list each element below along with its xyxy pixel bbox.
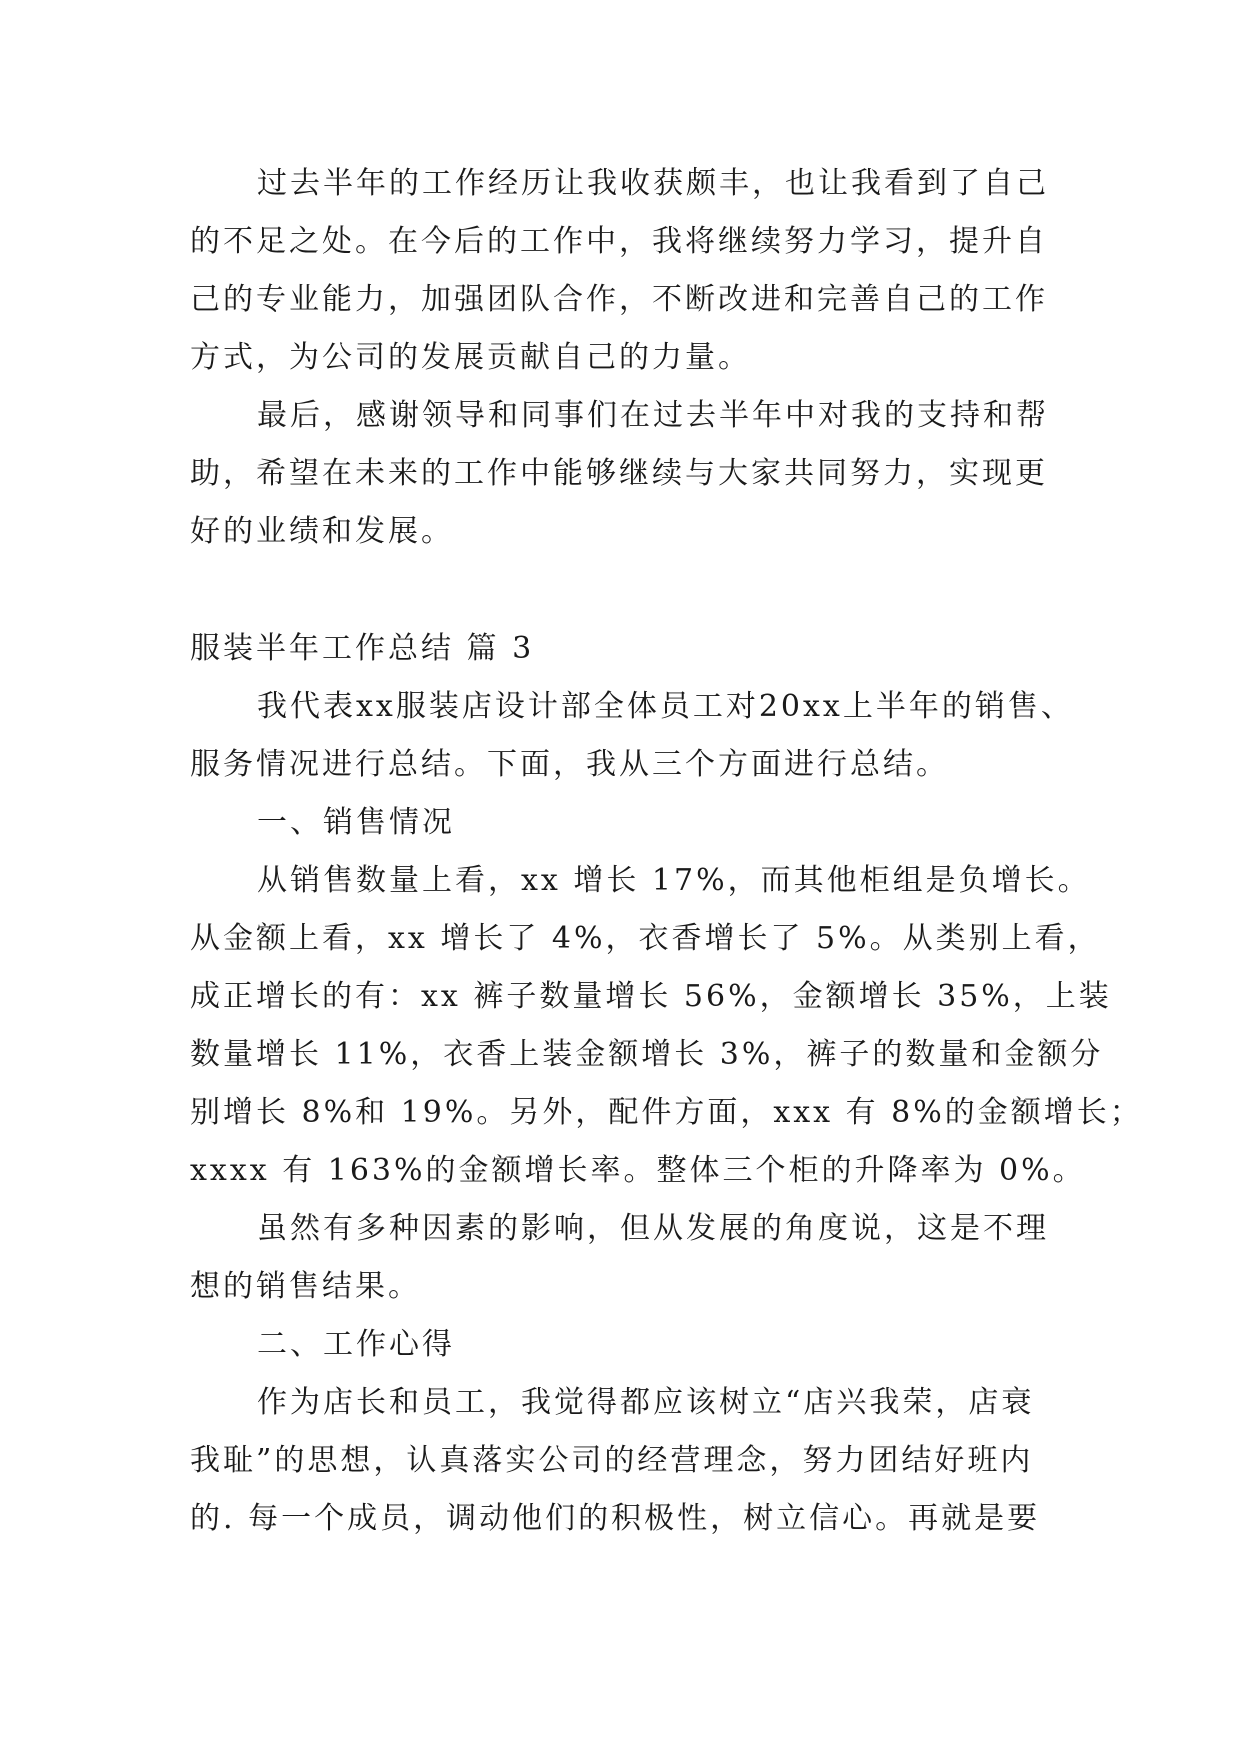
paragraph-line: 我代表xx服装店设计部全体员工对20xx上半年的销售、 <box>257 689 1074 724</box>
paragraph-line: 助，希望在未来的工作中能够继续与大家共同努力，实现更 <box>190 456 1048 491</box>
paragraph-line: 从销售数量上看，xx 增长 17%，而其他柜组是负增长。 <box>257 863 1091 898</box>
section-heading: 服装半年工作总结 篇 3 <box>190 631 535 666</box>
paragraph-line: xxxx 有 163%的金额增长率。整体三个柜的升降率为 0%。 <box>190 1153 1086 1188</box>
paragraph-line: 虽然有多种因素的影响，但从发展的角度说，这是不理 <box>257 1211 1049 1246</box>
paragraph-line: 己的专业能力，加强团队合作，不断改进和完善自己的工作 <box>190 282 1048 317</box>
paragraph-line: 服务情况进行总结。下面，我从三个方面进行总结。 <box>190 747 949 782</box>
paragraph-line: 最后，感谢领导和同事们在过去半年中对我的支持和帮 <box>257 398 1049 433</box>
paragraph-line: 的. 每一个成员，调动他们的积极性，树立信心。再就是要 <box>190 1501 1041 1536</box>
paragraph-line: 从金额上看，xx 增长了 4%，衣香增长了 5%。从类别上看， <box>190 921 1101 956</box>
paragraph-line: 想的销售结果。 <box>190 1269 421 1304</box>
paragraph-line: 的不足之处。在今后的工作中，我将继续努力学习，提升自 <box>190 224 1048 259</box>
paragraph-line: 好的业绩和发展。 <box>190 514 454 549</box>
paragraph-line: 成正增长的有：xx 裤子数量增长 56%，金额增长 35%，上装 <box>190 979 1112 1014</box>
paragraph-line: 别增长 8%和 19%。另外，配件方面，xxx 有 8%的金额增长； <box>190 1095 1143 1130</box>
paragraph-line: 我耻”的思想，认真落实公司的经营理念，努力团结好班内 <box>190 1443 1034 1478</box>
subheading: 一、销售情况 <box>257 805 455 840</box>
paragraph-line: 过去半年的工作经历让我收获颇丰，也让我看到了自己 <box>257 166 1049 201</box>
paragraph-line: 数量增长 11%，衣香上装金额增长 3%，裤子的数量和金额分 <box>190 1037 1104 1072</box>
subheading: 二、工作心得 <box>257 1327 455 1362</box>
paragraph-line: 作为店长和员工，我觉得都应该树立“店兴我荣，店衰 <box>257 1385 1035 1420</box>
paragraph-line: 方式，为公司的发展贡献自己的力量。 <box>190 340 751 375</box>
